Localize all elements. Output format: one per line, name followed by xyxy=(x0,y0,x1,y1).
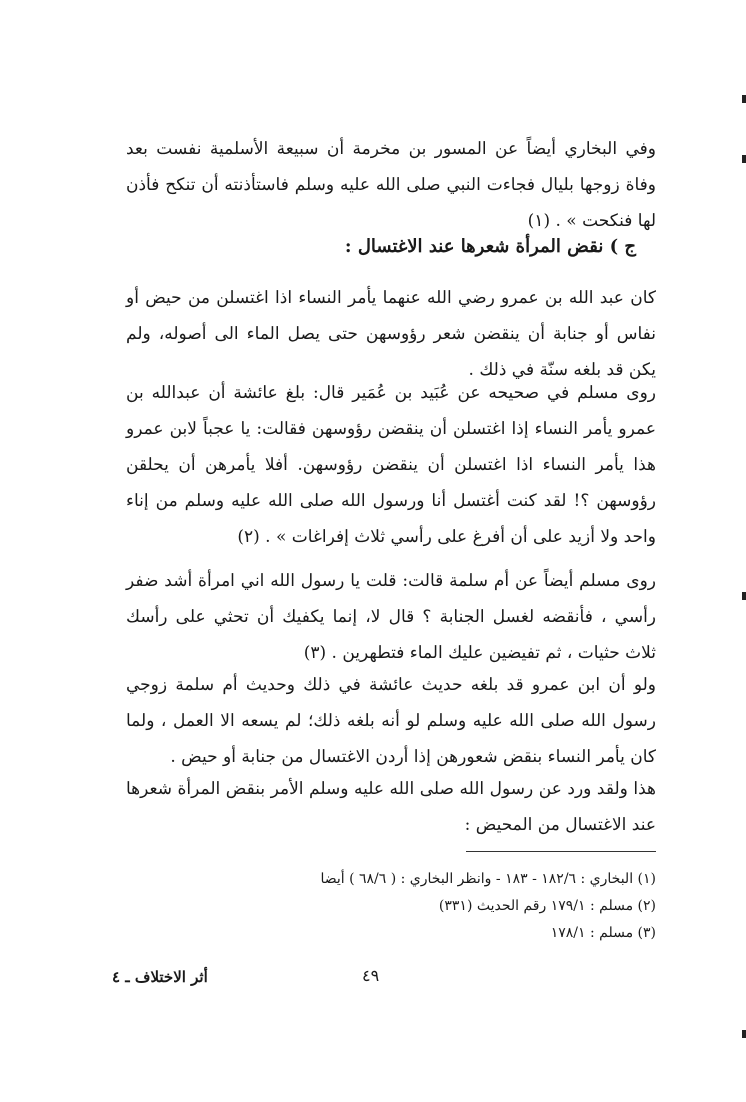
footnotes xyxy=(136,866,656,947)
binding-mark xyxy=(742,95,746,103)
footnote-1: (١) البخاري : ١٨٢/٦ - ١٨٣ - وانظر البخاري : ( ٦٨/٦ ) أيضا xyxy=(320,871,656,887)
paragraph-muslim-umm-salama: روى مسلم أيضاً عن أم سلمة قالت: قلت يا رسول الله اني امرأة أشد ضفر رأسي ، فأنقضه لغسل الجنابة ؟ قال لا، إنما يكفيك أن تحثي على رأسك ثلاث حثيات ، ثم تفيضين عليك الماء فتطهرين . (٣) xyxy=(126,571,656,663)
footnote-3: (٣) مسلم : ١٧٨/١ xyxy=(550,925,656,941)
paragraph-bukhari-subaya: وفي البخاري أيضاً عن المسور بن مخرمة أن سبيعة الأسلمية نفست بعد وفاة زوجها بليال فجاءت النبي صلى الله عليه وسلم فاستأذنته أن تنكح فأذن لها فنكحت » . (١) xyxy=(126,139,656,231)
paragraph-menstruation: هذا ولقد ورد عن رسول الله صلى الله عليه وسلم الأمر بنقض المرأة شعرها عند الاغتسال من المحيض : xyxy=(126,779,656,835)
binding-mark xyxy=(742,155,746,163)
section-heading: ج ) نقض المرأة شعرها عند الاغتسال : xyxy=(344,236,636,257)
running-footer: أثر الاختلاف ـ ٤ xyxy=(112,968,208,986)
footnote-divider xyxy=(466,851,656,852)
paragraph-muslim-aisha: روى مسلم في صحيحه عن عُبَيد بن عُمَير قال: بلغ عائشة أن عبدالله بن عمرو يأمر النساء إذا اغتسلن أن ينقضن رؤوسهن فقالت: يا عجباً لابن عمرو هذا يأمر النساء اذا اغتسلن أن ينقضن رؤوسهن. أفلا يأمرهن أن يحلقن رؤوسهن ؟! لقد كنت أغتسل أنا ورسول الله صلى الله عليه وسلم من إناء واحد ولا أزيد على أن أفرغ على رأسي ثلاث إفراغات » . (٢) xyxy=(126,383,656,547)
binding-mark xyxy=(742,1030,746,1038)
paragraph-ibn-amr: كان عبد الله بن عمرو رضي الله عنهما يأمر النساء اذا اغتسلن من حيض أو نفاس أو جنابة أن ينقضن شعر رؤوسهن حتى يصل الماء الى أصوله، ولم يكن قد بلغه سنّة في ذلك . xyxy=(126,288,656,380)
footnote-2: (٢) مسلم : ١٧٩/١ رقم الحديث (٣٣١) xyxy=(438,898,656,914)
binding-mark xyxy=(742,592,746,600)
paragraph-commentary: ولو أن ابن عمرو قد بلغه حديث عائشة في ذلك وحديث أم سلمة زوجي رسول الله صلى الله عليه وسلم لو أنه بلغه ذلك؛ لم يسعه الا العمل ، ولما كان يأمر النساء بنقض شعورهن إذا أردن الاغتسال من جنابة أو حيض . xyxy=(126,675,656,767)
page-number: ٤٩ xyxy=(362,966,380,985)
